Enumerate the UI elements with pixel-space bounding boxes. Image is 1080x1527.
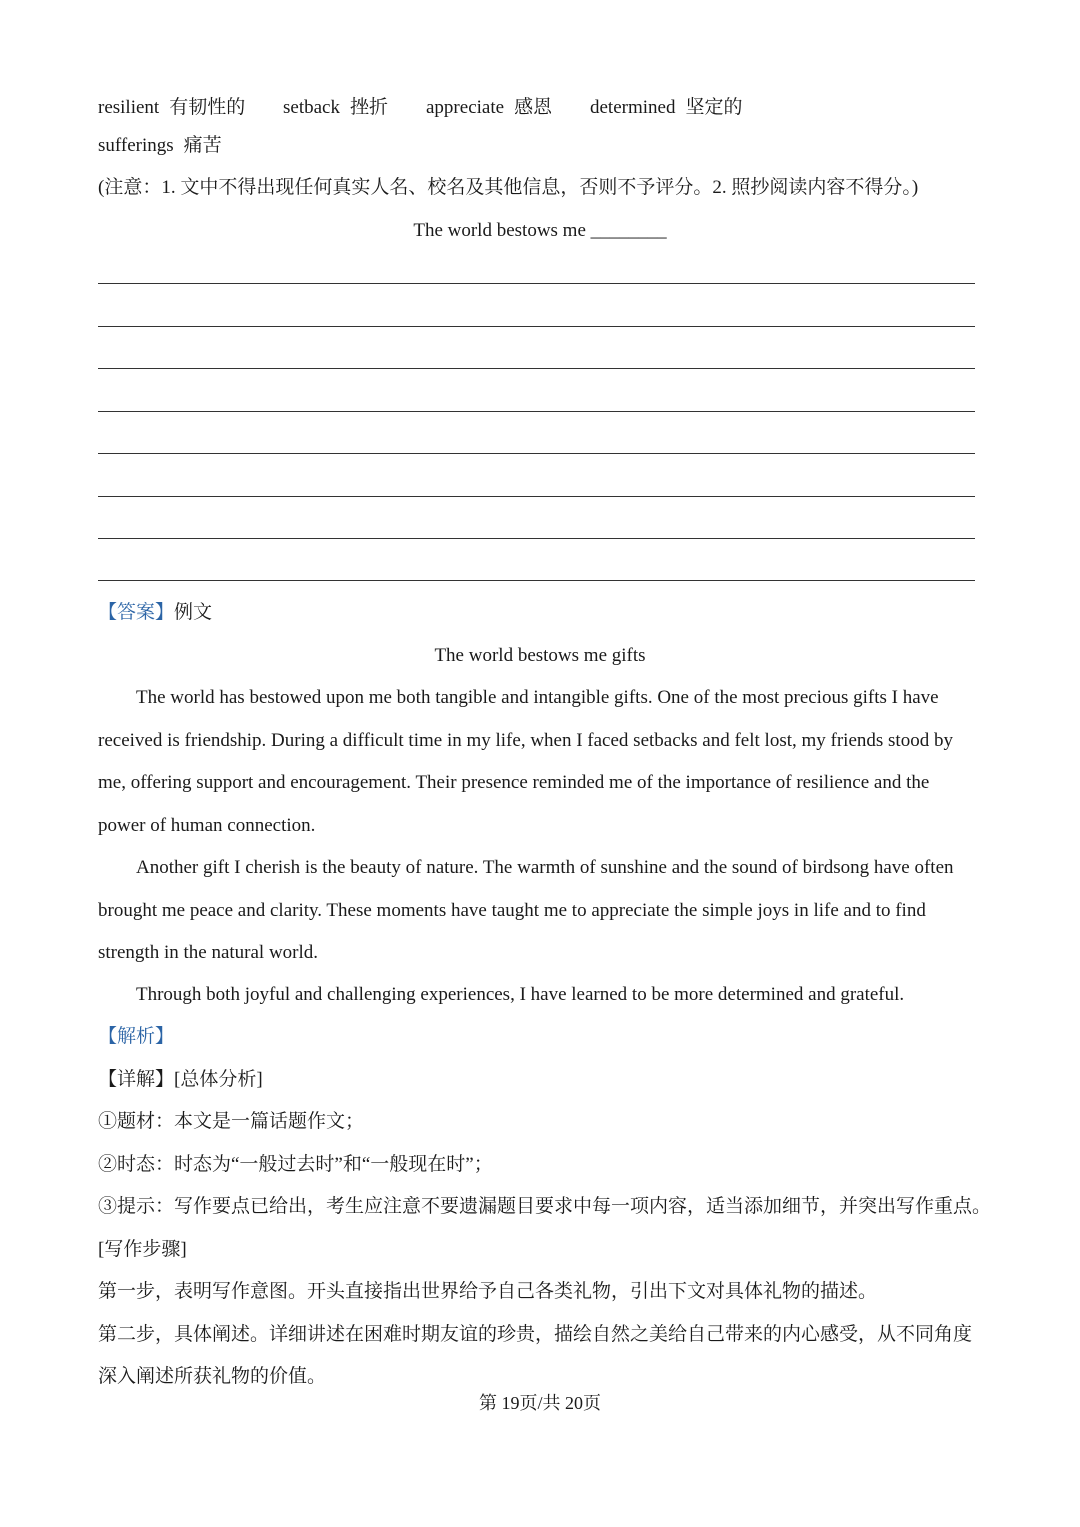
essay-title: The world bestows me gifts: [434, 645, 646, 666]
writing-line: [98, 538, 975, 539]
answer-label: 【答案】: [98, 602, 175, 623]
vocabulary-row-1: [98, 92, 798, 118]
writing-line: [98, 453, 975, 454]
writing-line: [98, 326, 975, 327]
essay-paragraph: Another gift I cherish is the beauty of nature. The warmth of sunshine and the sound of birdsong have often brought me peace and clarity. These moments have taught me to appreciate the simple joys in life and to find strength in the natural world.: [98, 857, 954, 963]
essay-paragraph: Through both joyful and challenging experiences, I have learned to be more determined and grateful.: [136, 984, 905, 1005]
page-footer: 第 19页/共 20页: [478, 1393, 601, 1413]
writing-line: [98, 496, 975, 497]
answer-heading: 【答案】例文: [98, 602, 213, 623]
step-2-continued: 深入阐述所获礼物的价值。: [98, 1366, 327, 1387]
vocab-item: setback 挫折: [283, 97, 388, 118]
steps-heading: [写作步骤]: [98, 1239, 187, 1260]
writing-line: [98, 580, 975, 581]
writing-line: [98, 368, 975, 369]
analysis-item: ②时态：时态为“一般过去时”和“一般现在时”；: [98, 1154, 493, 1175]
vocab-item: appreciate 感恩: [426, 97, 553, 118]
writing-line: [98, 283, 975, 284]
vocabulary-row-2: sufferings 痛苦: [98, 135, 222, 156]
analysis-item: ③提示：写作要点已给出，考生应注意不要遗漏题目要求中每一项内容，适当添加细节，并突出写作重点。: [98, 1196, 992, 1217]
analysis-label: 【解析】: [98, 1026, 175, 1047]
instruction-note: (注意：1. 文中不得出现任何真实人名、校名及其他信息，否则不予评分。2. 照抄阅读内容不得分。): [98, 177, 919, 198]
prompt-title: The world bestows me ________: [413, 220, 667, 241]
detail-heading: 【详解】[总体分析]: [98, 1069, 263, 1090]
vocab-item: determined 坚定的: [590, 97, 743, 118]
step-1: 第一步，表明写作意图。开头直接指出世界给予自己各类礼物，引出下文对具体礼物的描述。: [98, 1281, 878, 1302]
step-2: 第二步，具体阐述。详细讲述在困难时期友谊的珍贵，描绘自然之美给自己带来的内心感受，从不同角度: [98, 1324, 973, 1345]
essay-paragraph: The world has bestowed upon me both tangible and intangible gifts. One of the most precious gifts I have received is friendship. During a difficult time in my life, when I faced setbacks and felt lost, my friends stood by me, offering support and encouragement. Their presence reminded me of the importance of resilience and the power of human connection.: [98, 687, 953, 836]
vocab-item: resilient 有韧性的: [98, 97, 246, 118]
analysis-item: ①题材：本文是一篇话题作文；: [98, 1111, 365, 1132]
writing-line: [98, 411, 975, 412]
